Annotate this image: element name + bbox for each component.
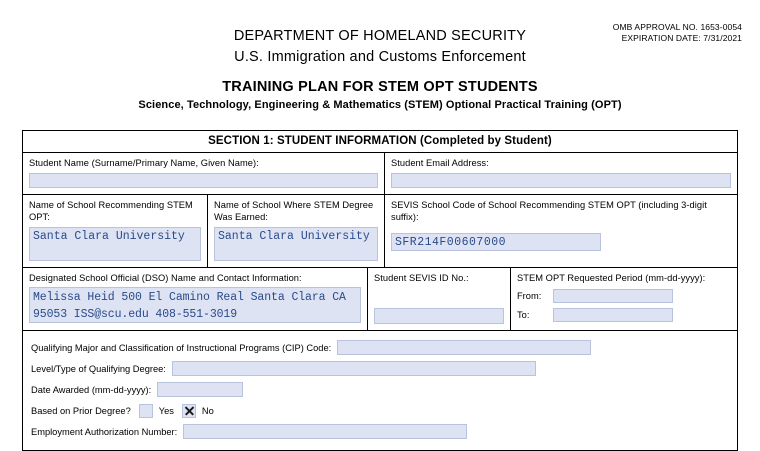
prior-degree-label: Based on Prior Degree? <box>31 405 131 416</box>
cip-label: Qualifying Major and Classification of Instructional Programs (CIP) Code: <box>31 342 332 353</box>
row-schools-sevis-code <box>23 195 737 268</box>
cell-requested-period <box>511 268 737 330</box>
row-prior-degree <box>31 400 729 421</box>
sevis-code-label: SEVIS School Code of School Recommending STEM OPT (including 3-digit suffix): <box>391 200 707 222</box>
sevis-code-input[interactable]: SFR214F00607000 <box>391 233 601 251</box>
cell-dso-contact <box>23 268 368 330</box>
period-to-row <box>517 308 731 322</box>
period-to-input[interactable] <box>553 308 673 322</box>
row-employment-auth <box>31 421 729 442</box>
prior-degree-yes-checkbox[interactable] <box>139 404 153 418</box>
cip-input[interactable] <box>337 340 591 355</box>
period-label: STEM OPT Requested Period (mm-dd-yyyy): <box>517 273 706 283</box>
row-cip <box>31 337 729 358</box>
employment-auth-label: Employment Authorization Number: <box>31 426 178 437</box>
row-level-degree <box>31 358 729 379</box>
prior-degree-yes-label: Yes <box>158 405 174 416</box>
cell-student-email <box>385 153 737 194</box>
agency-line-2: U.S. Immigration and Customs Enforcement <box>234 49 526 65</box>
section-1-form <box>22 130 738 451</box>
school-degree-label: Name of School Where STEM Degree Was Earned: <box>214 200 374 222</box>
row-name-email <box>23 153 737 195</box>
page-subtitle: Science, Technology, Engineering & Mathematics (STEM) Optional Practical Training (OPT) <box>138 99 622 111</box>
cell-sevis-school-code <box>385 195 737 267</box>
sevis-id-label: Student SEVIS ID No.: <box>374 273 469 283</box>
school-recommending-input[interactable]: Santa Clara University <box>29 227 201 261</box>
level-label: Level/Type of Qualifying Degree: <box>31 363 166 374</box>
degree-details-block <box>23 331 737 450</box>
period-from-label: From: <box>517 291 542 301</box>
period-to-label: To: <box>517 310 530 320</box>
cell-student-name <box>23 153 385 194</box>
student-email-label: Student Email Address: <box>391 158 489 168</box>
student-name-label: Student Name (Surname/Primary Name, Given Name): <box>29 158 259 168</box>
row-dso-sevisid-period <box>23 268 737 331</box>
cell-school-degree-earned <box>208 195 385 267</box>
prior-degree-no-label: No <box>201 405 214 416</box>
school-recommending-label: Name of School Recommending STEM OPT: <box>29 200 193 222</box>
cell-school-recommending <box>23 195 208 267</box>
level-input[interactable] <box>172 361 536 376</box>
cell-student-sevis-id <box>368 268 511 330</box>
student-name-input[interactable] <box>29 173 378 188</box>
page-title: TRAINING PLAN FOR STEM OPT STUDENTS <box>222 79 538 95</box>
school-degree-input[interactable]: Santa Clara University <box>214 227 378 261</box>
agency-line-1: DEPARTMENT OF HOMELAND SECURITY <box>233 28 527 44</box>
prior-degree-no-checkbox[interactable] <box>182 404 196 418</box>
section-1-heading: SECTION 1: STUDENT INFORMATION (Completed by Student) <box>23 131 737 153</box>
date-awarded-input[interactable] <box>157 382 243 397</box>
dso-input[interactable]: Melissa Heid 500 El Camino Real Santa Clara CA 95053 ISS@scu.edu 408-551-3019 <box>29 287 361 323</box>
agency-heading <box>0 26 760 68</box>
student-email-input[interactable] <box>391 173 731 188</box>
period-from-input[interactable] <box>553 289 673 303</box>
employment-auth-input[interactable] <box>183 424 467 439</box>
period-from-row <box>517 289 731 303</box>
omb-expiration-date: EXPIRATION DATE: 7/31/2021 <box>621 33 742 43</box>
sevis-id-input[interactable] <box>374 308 504 324</box>
row-date-awarded <box>31 379 729 400</box>
date-awarded-label: Date Awarded (mm-dd-yyyy): <box>31 384 152 395</box>
dso-label: Designated School Official (DSO) Name and Contact Information: <box>29 273 302 283</box>
omb-approval-number: OMB APPROVAL NO. 1653-0054 <box>612 22 742 32</box>
